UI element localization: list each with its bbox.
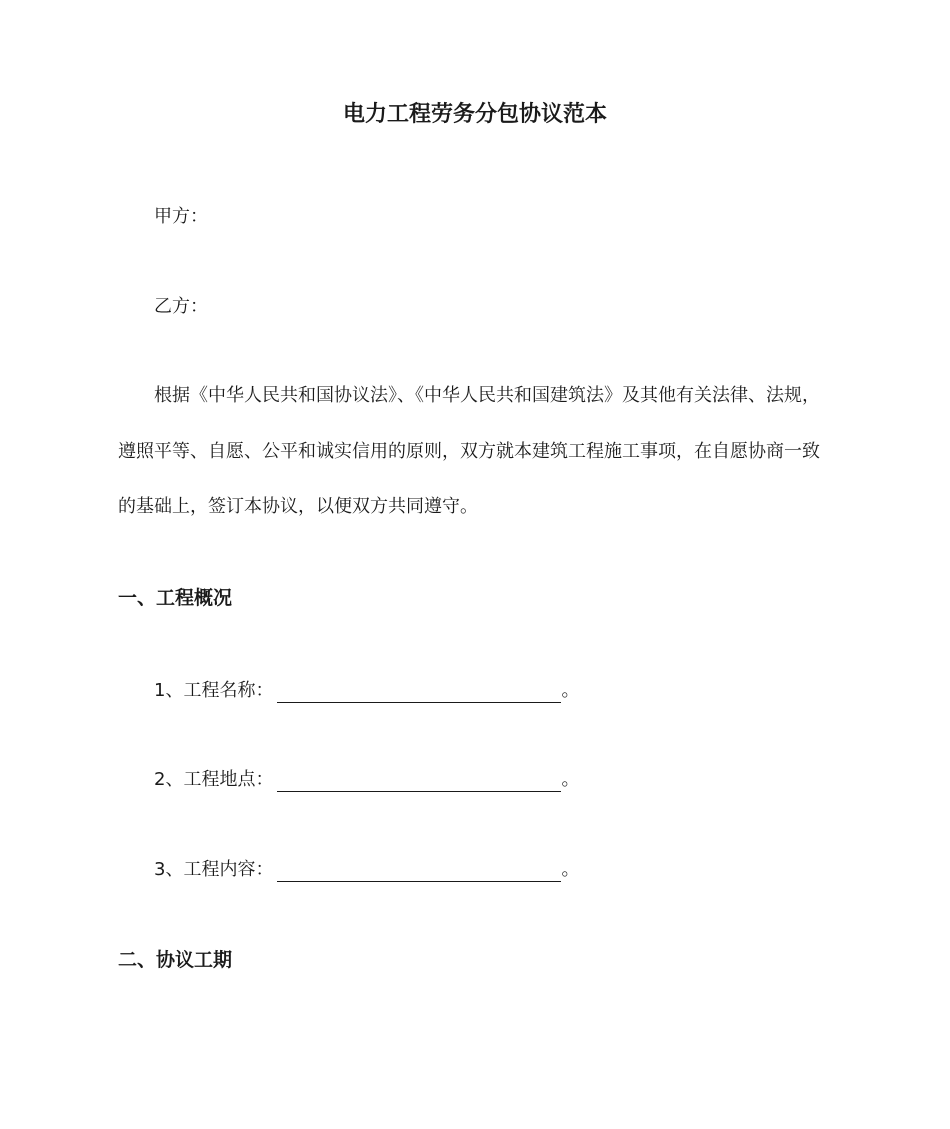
document-title: 电力工程劳务分包协议范本 [342, 102, 607, 127]
preamble-line-3: 的基础上，签订本协议，以便双方共同遵守。 [118, 496, 478, 517]
preamble-line-1: 根据《中华人民共和国协议法》、《中华人民共和国建筑法》及其他有关法律、法规， [154, 385, 820, 406]
project-location-blank [277, 771, 561, 792]
project-content-end: 。 [561, 859, 580, 880]
project-name-label: 1、工程名称： [154, 680, 274, 701]
preamble-line-2: 遵照平等、自愿、公平和诚实信用的原则，双方就本建筑工程施工事项，在自愿协商一致 [118, 441, 820, 462]
party-b-label: 乙方： [154, 296, 208, 317]
section-1-heading: 一、工程概况 [118, 587, 233, 609]
project-location-label: 2、工程地点： [154, 769, 274, 790]
project-location-end: 。 [561, 769, 580, 790]
project-name-item [154, 679, 579, 703]
project-content-label: 3、工程内容： [154, 859, 274, 880]
party-a-label: 甲方： [154, 206, 208, 227]
project-content-blank [277, 861, 561, 882]
project-content-item [154, 858, 579, 882]
project-location-item [154, 768, 579, 792]
section-2-heading: 二、协议工期 [118, 949, 233, 971]
project-name-end: 。 [561, 680, 580, 701]
project-name-blank [277, 682, 561, 703]
